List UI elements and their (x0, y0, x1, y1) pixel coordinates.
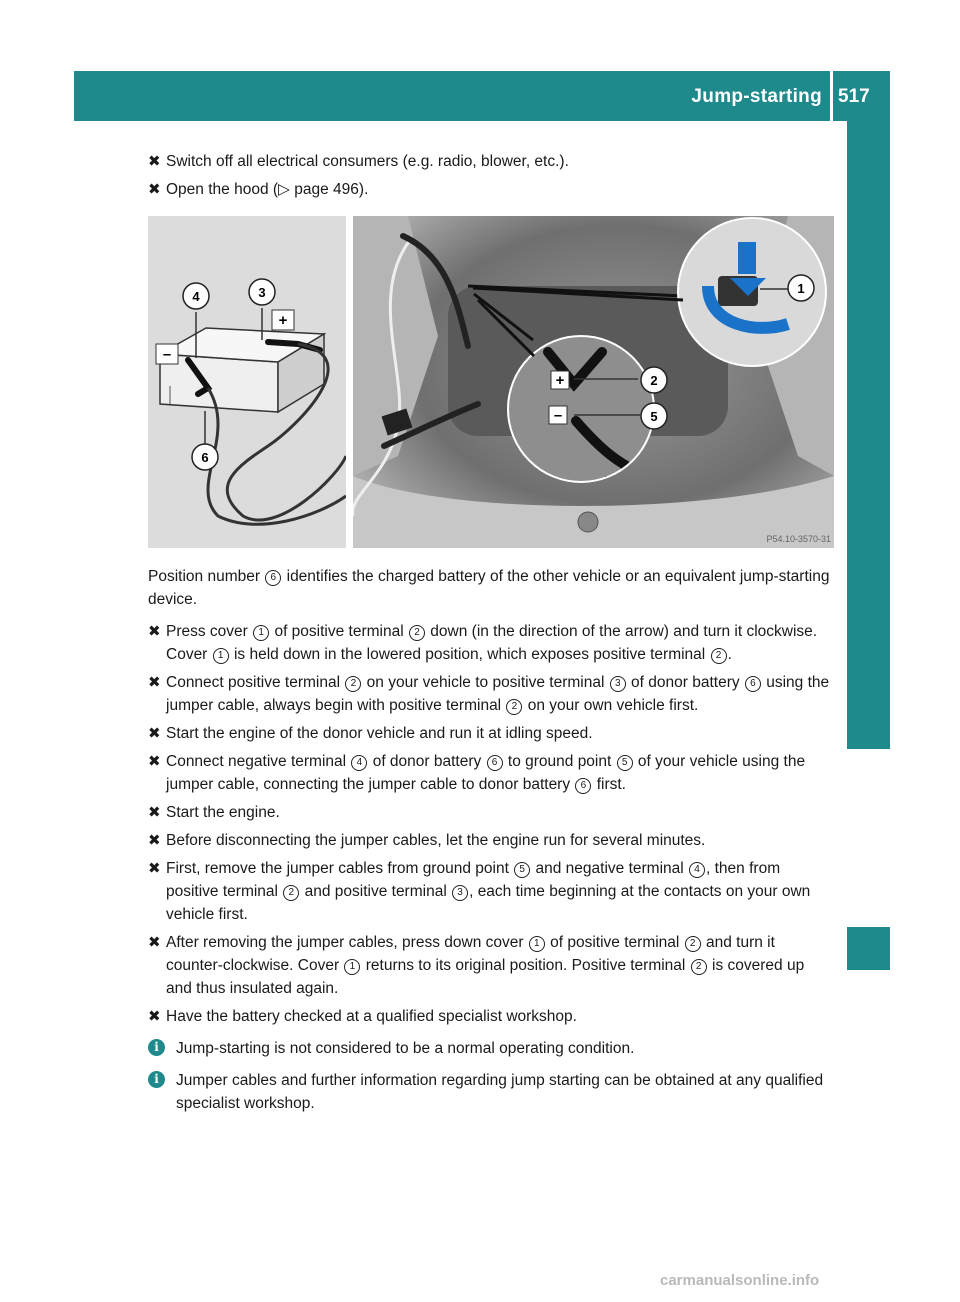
donor-plus-label: + (278, 312, 288, 329)
callout-ref: 1 (253, 625, 269, 641)
step-item (148, 931, 834, 1000)
callout-ref: 2 (685, 936, 701, 952)
callout-ref: 2 (711, 648, 727, 664)
callout-6: 6 (201, 450, 209, 465)
step-text: After removing the jumper cables, press down cover (166, 934, 528, 951)
callout-ref: 6 (487, 755, 503, 771)
donor-minus-label: – (162, 346, 172, 363)
info-icon: i (148, 1039, 165, 1056)
description-text-2: identifies the charged battery of the other vehicle or an equivalent jump-starting device. (148, 568, 830, 608)
callout-ref: 2 (409, 625, 425, 641)
callout-ref: 2 (506, 699, 522, 715)
callout-2: 2 (650, 373, 658, 388)
step-text: Open the hood (▷ page 496). (166, 181, 369, 198)
x-marker-icon: ✖ (148, 153, 161, 170)
step-text: Start the engine of the donor vehicle and run it at idling speed. (166, 725, 593, 742)
step-text: Switch off all electrical consumers (e.g. radio, blower, etc.). (166, 153, 569, 170)
info-note (148, 1069, 834, 1115)
x-marker-icon: ✖ (148, 860, 161, 877)
callout-ref: 6 (265, 570, 281, 586)
step-item (148, 857, 834, 926)
vehicle-plus-label: + (555, 372, 565, 389)
step-item (148, 620, 834, 666)
callout-ref: 5 (617, 755, 633, 771)
step-text: of positive terminal (270, 623, 408, 640)
step-text: and turn it counter-clockwise. Cover (166, 934, 775, 974)
step-text: is held down in the lowered position, which exposes positive terminal (229, 646, 710, 663)
callout-5: 5 (650, 409, 658, 424)
step-text: of positive terminal (545, 934, 684, 951)
step-text: , each time beginning at the contacts on your own vehicle first. (166, 883, 811, 923)
step-item (148, 178, 834, 201)
x-marker-icon: ✖ (148, 725, 161, 742)
vehicle-minus-label: – (553, 407, 563, 424)
x-marker-icon: ✖ (148, 674, 161, 691)
step-text: Connect negative terminal (166, 753, 351, 770)
callout-ref: 6 (745, 676, 761, 692)
page-title: Jump-starting (691, 86, 822, 107)
step-text: . (727, 646, 732, 663)
step-text: to ground point (503, 753, 616, 770)
x-marker-icon: ✖ (148, 1008, 161, 1025)
step-text: of donor battery (626, 674, 744, 691)
callout-3: 3 (258, 285, 266, 300)
step-text: , then from positive terminal (166, 860, 781, 900)
callout-ref: 3 (610, 676, 626, 692)
callout-ref: 4 (689, 862, 705, 878)
info-note (148, 1037, 834, 1060)
step-item (148, 829, 834, 852)
x-marker-icon: ✖ (148, 832, 161, 849)
callout-ref: 2 (283, 885, 299, 901)
callout-ref: 1 (344, 959, 360, 975)
step-item (148, 801, 834, 824)
step-item (148, 150, 834, 173)
procedure-steps (148, 620, 834, 1028)
callout-ref: 2 (345, 676, 361, 692)
callout-ref: 5 (514, 862, 530, 878)
step-text: of donor battery (368, 753, 486, 770)
description-text-1: Position number (148, 568, 265, 585)
step-text: Start the engine. (166, 804, 280, 821)
callout-ref: 2 (691, 959, 707, 975)
figure-code: P54.10-3570-31 (766, 534, 831, 544)
step-text: first. (592, 776, 626, 793)
header-divider (830, 71, 833, 121)
x-marker-icon: ✖ (148, 804, 161, 821)
intro-steps (148, 150, 834, 201)
callout-1: 1 (797, 281, 805, 296)
page-number: 517 (838, 86, 870, 107)
step-text: and positive terminal (300, 883, 452, 900)
step-text: down (in the direction of the arrow) and turn it clockwise. Cover (166, 623, 818, 663)
note-text: Jump-starting is not considered to be a normal operating condition. (176, 1040, 635, 1057)
x-marker-icon: ✖ (148, 181, 161, 198)
info-icon: i (148, 1071, 165, 1088)
step-item (148, 1005, 834, 1028)
info-notes (148, 1037, 834, 1115)
x-marker-icon: ✖ (148, 623, 161, 640)
step-text: of your vehicle using the jumper cable, connecting the jumper cable to donor battery (166, 753, 806, 793)
jump-start-figure (148, 216, 834, 548)
x-marker-icon: ✖ (148, 934, 161, 951)
callout-ref: 6 (575, 778, 591, 794)
step-text: is covered up and thus insulated again. (166, 957, 805, 997)
step-item (148, 671, 834, 717)
callout-ref: 4 (351, 755, 367, 771)
step-text: Press cover (166, 623, 253, 640)
step-text: Have the battery checked at a qualified specialist workshop. (166, 1008, 577, 1025)
step-text: and negative terminal (531, 860, 689, 877)
watermark: carmanualsonline.info (660, 1272, 820, 1289)
note-text: Jumper cables and further information regarding jump starting can be obtained at any qualified specialist workshop. (176, 1072, 824, 1112)
callout-ref: 3 (452, 885, 468, 901)
step-text: on your vehicle to positive terminal (362, 674, 609, 691)
page-content (148, 150, 834, 1115)
step-text: returns to its original position. Positive terminal (361, 957, 690, 974)
step-item (148, 722, 834, 745)
step-text: Connect positive terminal (166, 674, 345, 691)
step-text: using the jumper cable, always begin with positive terminal (166, 674, 830, 714)
figure-description (148, 565, 834, 611)
side-tab-marker (847, 927, 890, 970)
callout-ref: 1 (213, 648, 229, 664)
step-text: on your own vehicle first. (523, 697, 699, 714)
side-tab-label: Roadside Assistance (868, 530, 891, 741)
step-text: Before disconnecting the jumper cables, let the engine run for several minutes. (166, 832, 706, 849)
x-marker-icon: ✖ (148, 753, 161, 770)
callout-4: 4 (192, 289, 200, 304)
callout-ref: 1 (529, 936, 545, 952)
step-text: First, remove the jumper cables from ground point (166, 860, 514, 877)
step-item (148, 750, 834, 796)
